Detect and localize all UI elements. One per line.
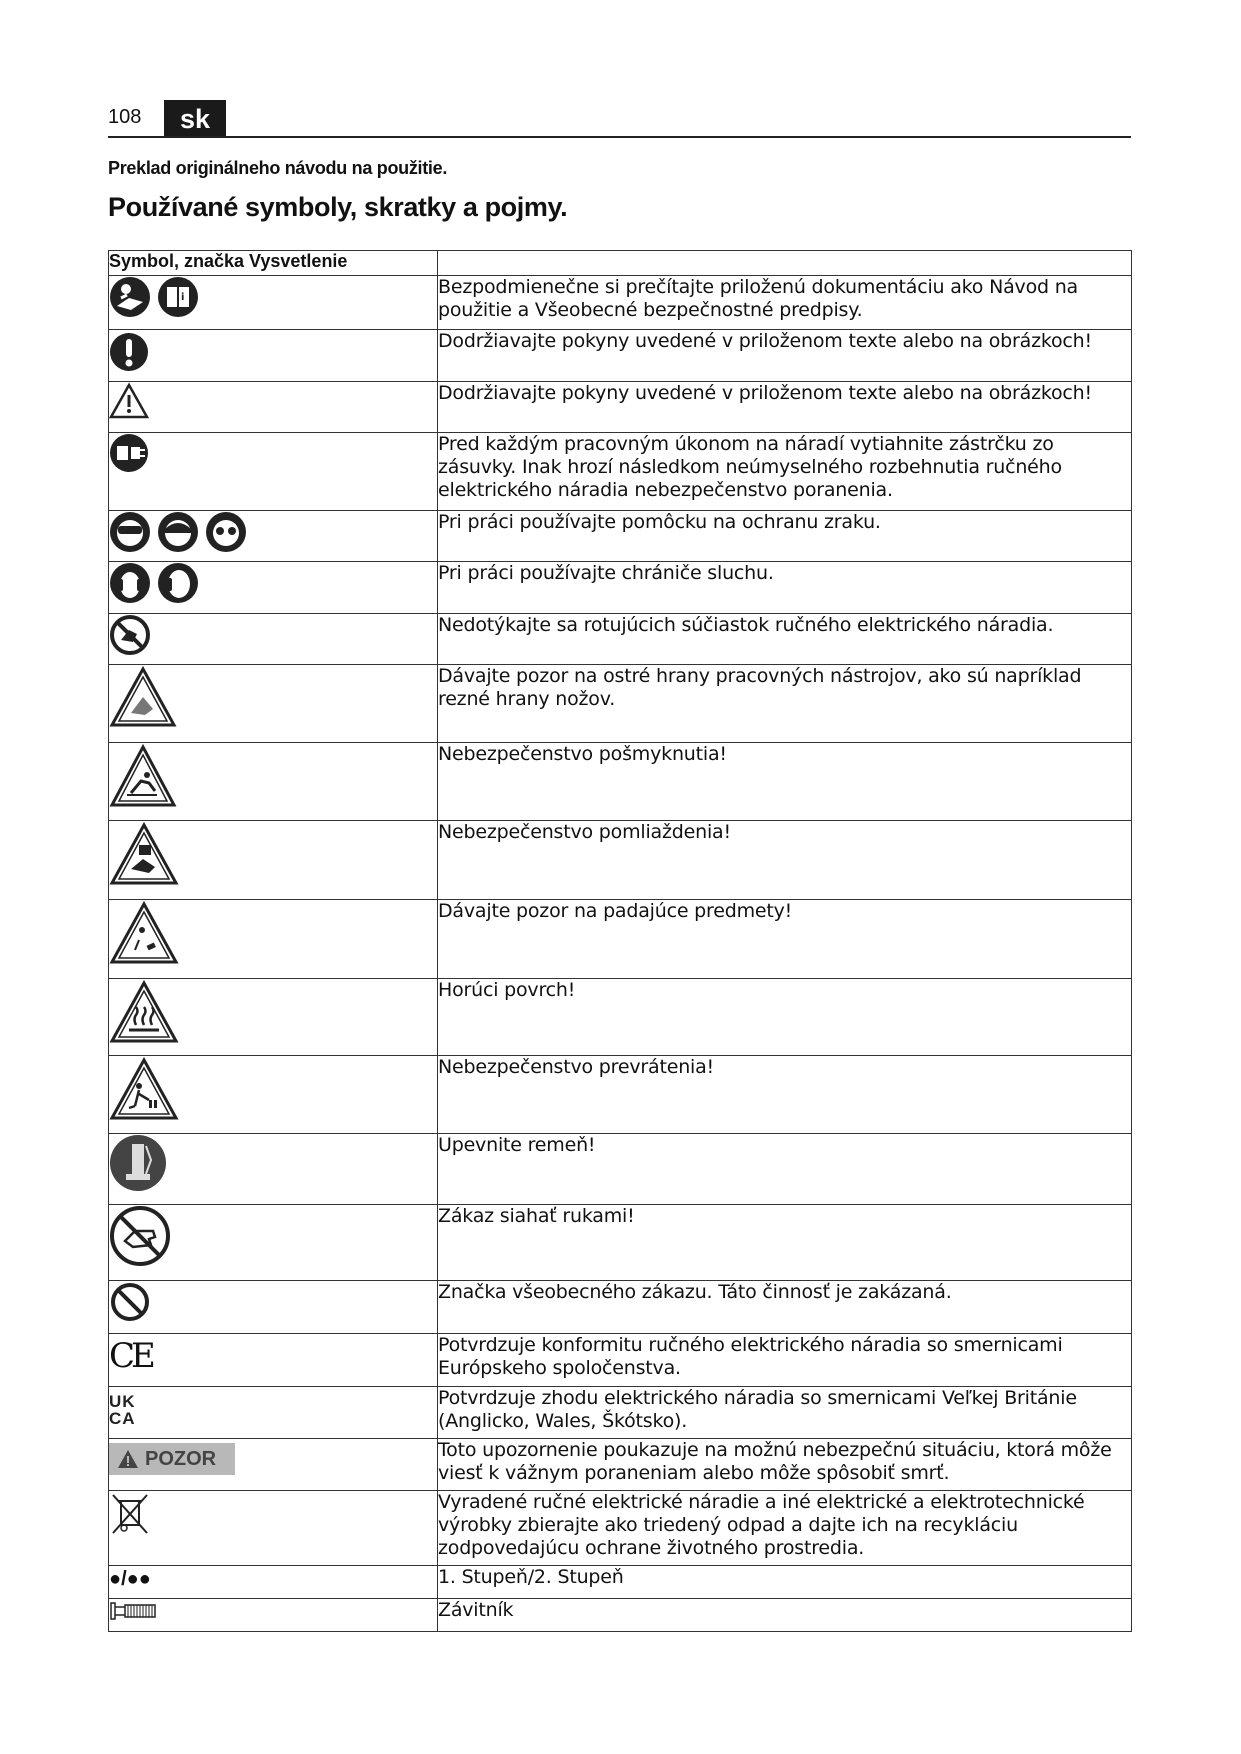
- description-cell: Potvrdzuje zhodu elektrického náradia so smernicami Veľkej Británie (Anglicko, Wales, Škótsko).: [438, 1387, 1132, 1439]
- symbol-cell: [109, 1281, 438, 1334]
- symbol-cell: [109, 433, 438, 511]
- table-row: [109, 382, 1132, 433]
- table-row: [109, 1566, 1132, 1599]
- table-row: [109, 1205, 1132, 1281]
- table-row: [109, 821, 1132, 900]
- no-touch-rotating-icon: [109, 614, 151, 656]
- symbols-table: [108, 250, 1132, 1632]
- symbol-cell: [109, 1439, 438, 1491]
- ce-mark-icon: CE: [109, 1336, 152, 1376]
- goggles-icon: [109, 511, 151, 553]
- description-cell: Vyradené ručné elektrické náradie a iné elektrické a elektrotechnické výrobky zbierajte ako triedený odpad a dajte ich na recykláciu zodpovedajúcu ochrane životného prostredia.: [438, 1491, 1132, 1566]
- description-cell: Dávajte pozor na padajúce predmety!: [438, 900, 1132, 979]
- pozor-label-icon: [109, 1443, 235, 1475]
- symbol-cell: [109, 665, 438, 743]
- pozor-label-text: POZOR: [145, 1447, 217, 1470]
- symbol-cell: [109, 330, 438, 382]
- symbol-cell: [109, 382, 438, 433]
- mandatory-exclamation-icon: [109, 330, 149, 372]
- no-hands-icon: [109, 1205, 171, 1267]
- manual-book-icon: [157, 276, 199, 318]
- symbol-cell: [109, 1205, 438, 1281]
- table-row: [109, 276, 1132, 330]
- tipping-hazard-warning-icon: [109, 1056, 179, 1122]
- table-row: [109, 979, 1132, 1056]
- table-row: [109, 1387, 1132, 1439]
- header-rule: [108, 136, 1131, 138]
- table-row: [109, 1281, 1132, 1334]
- page-title: Používané symboly, skratky a pojmy.: [108, 192, 568, 222]
- warning-triangle-small-icon: [117, 1449, 139, 1469]
- unplug-icon: [109, 433, 149, 473]
- sharp-edges-warning-icon: [109, 665, 177, 729]
- fasten-strap-icon: [109, 1134, 167, 1192]
- symbol-cell: [109, 562, 438, 614]
- table-row: [109, 900, 1132, 979]
- face-shield-icon: [157, 511, 199, 553]
- symbol-cell: [109, 511, 438, 562]
- table-row: [109, 1439, 1132, 1491]
- table-row: [109, 511, 1132, 562]
- ear-protection-icon: [157, 562, 199, 604]
- table-row: [109, 665, 1132, 743]
- description-cell: Bezpodmienečne si prečítajte priloženú dokumentáciu ako Návod na použitie a Všeobecné bezpečnostné predpisy.: [438, 276, 1132, 330]
- table-row: [109, 1134, 1132, 1205]
- symbol-cell: [109, 614, 438, 665]
- weee-bin-icon: [109, 1491, 151, 1537]
- description-cell: Dodržiavajte pokyny uvedené v priloženom texte alebo na obrázkoch!: [438, 382, 1132, 433]
- description-cell: Pri práci používajte chrániče sluchu.: [438, 562, 1132, 614]
- safety-glasses-icon: [205, 511, 247, 553]
- symbol-cell: [109, 1134, 438, 1205]
- description-cell: Horúci povrch!: [438, 979, 1132, 1056]
- table-row: [109, 562, 1132, 614]
- read-manual-icon: [109, 276, 151, 318]
- description-cell: Nebezpečenstvo pošmyknutia!: [438, 743, 1132, 821]
- symbol-cell: [109, 1491, 438, 1566]
- symbol-cell: [109, 743, 438, 821]
- table-row: [109, 743, 1132, 821]
- description-cell: Dávajte pozor na ostré hrany pracovných nástrojov, ako sú napríklad rezné hrany nožov.: [438, 665, 1132, 743]
- symbol-cell: [109, 276, 438, 330]
- symbol-cell: [109, 979, 438, 1056]
- ukca-mark-icon: UK CA: [109, 1392, 136, 1428]
- svg-text:i: i: [181, 292, 185, 303]
- description-cell: Nedotýkajte sa rotujúcich súčiastok ručného elektrického náradia.: [438, 614, 1132, 665]
- description-cell: Potvrdzuje konformitu ručného elektrického náradia so smernicami Európskeho spoločenstva.: [438, 1334, 1132, 1387]
- description-cell: Nebezpečenstvo pomliaždenia!: [438, 821, 1132, 900]
- warning-triangle-icon: [109, 382, 149, 420]
- description-cell: Závitník: [438, 1599, 1132, 1632]
- description-cell: Nebezpečenstvo prevrátenia!: [438, 1056, 1132, 1134]
- stage-dots-icon: ●/●●: [109, 1568, 151, 1590]
- table-header: Symbol, značka Vysvetlenie: [109, 251, 438, 276]
- table-row: [109, 1056, 1132, 1134]
- document-subtitle: Preklad originálneho návodu na použitie.: [108, 158, 448, 178]
- description-cell: Pri práci používajte pomôcku na ochranu zraku.: [438, 511, 1132, 562]
- table-header-row: [109, 251, 1132, 276]
- symbol-cell: [109, 1056, 438, 1134]
- symbol-cell: [109, 900, 438, 979]
- table-row: [109, 1491, 1132, 1566]
- description-cell: Dodržiavajte pokyny uvedené v priloženom texte alebo na obrázkoch!: [438, 330, 1132, 382]
- crush-hazard-warning-icon: [109, 821, 179, 887]
- symbol-cell: [109, 1387, 438, 1439]
- description-cell: 1. Stupeň/2. Stupeň: [438, 1566, 1132, 1599]
- description-cell: Značka všeobecného zákazu. Táto činnosť je zakázaná.: [438, 1281, 1132, 1334]
- falling-objects-warning-icon: [109, 900, 179, 966]
- page-number: 108: [108, 106, 142, 128]
- table-row: [109, 433, 1132, 511]
- tap-icon: [109, 1599, 159, 1623]
- table-row: [109, 330, 1132, 382]
- table-row: [109, 614, 1132, 665]
- table-row: [109, 1334, 1132, 1387]
- hot-surface-warning-icon: [109, 979, 179, 1045]
- description-cell: Upevnite remeň!: [438, 1134, 1132, 1205]
- symbol-cell: [109, 1599, 438, 1632]
- ear-muffs-icon: [109, 562, 151, 604]
- slip-hazard-warning-icon: [109, 743, 177, 809]
- symbol-cell: [109, 821, 438, 900]
- symbol-cell: [109, 1334, 438, 1387]
- language-badge: sk: [164, 100, 226, 136]
- description-cell: Zákaz siahať rukami!: [438, 1205, 1132, 1281]
- prohibition-icon: [109, 1281, 151, 1323]
- table-header-empty: [438, 251, 1132, 276]
- symbol-cell: [109, 1566, 438, 1599]
- description-cell: Pred každým pracovným úkonom na náradí vytiahnite zástrčku zo zásuvky. Inak hrozí následkom neúmyselného rozbehnutia ručného elektrického náradia nebezpečenstvo poranenia.: [438, 433, 1132, 511]
- description-cell: Toto upozornenie poukazuje na možnú nebezpečnú situáciu, ktorá môže viesť k vážnym poraneniam alebo môže spôsobiť smrť.: [438, 1439, 1132, 1491]
- table-row: [109, 1599, 1132, 1632]
